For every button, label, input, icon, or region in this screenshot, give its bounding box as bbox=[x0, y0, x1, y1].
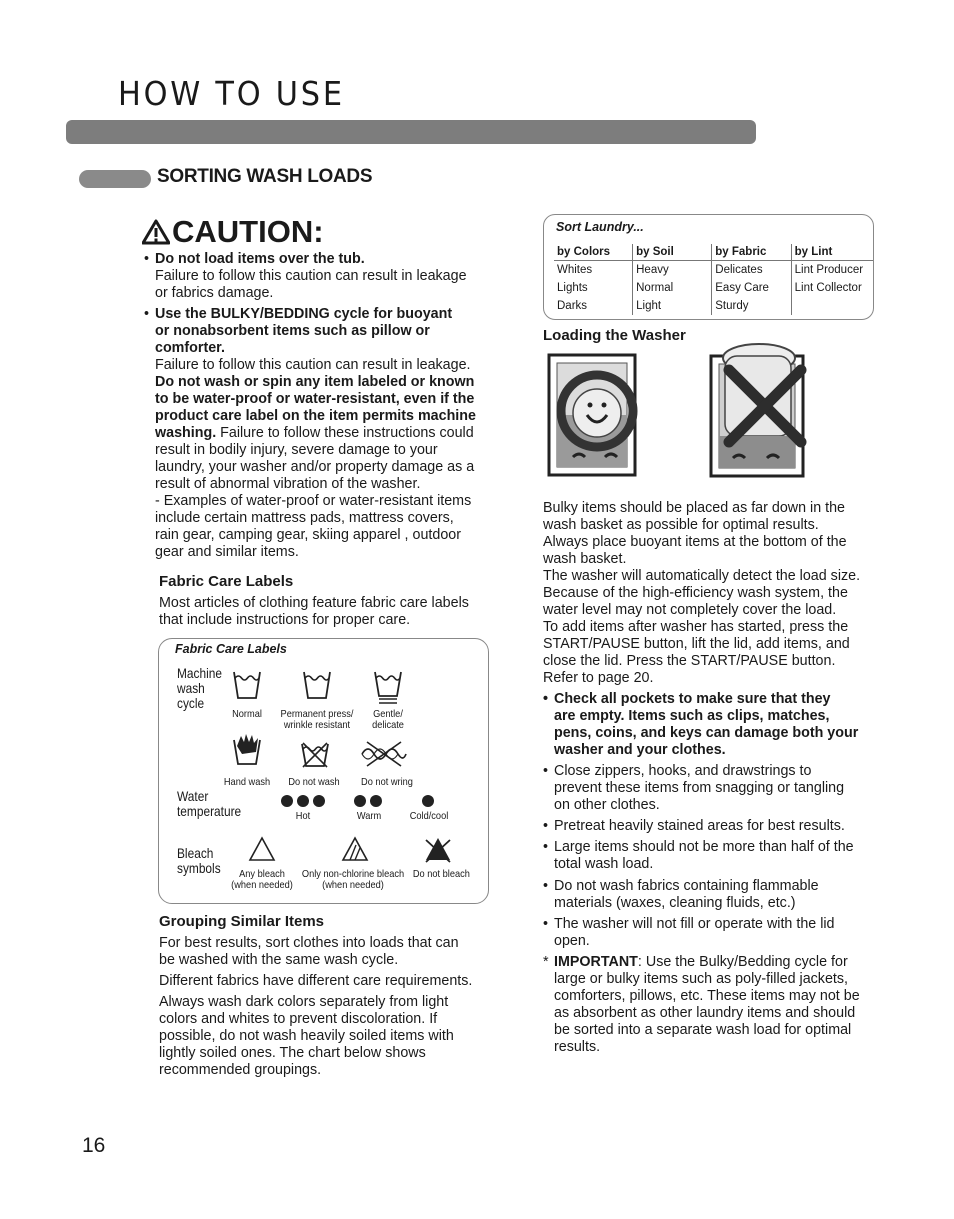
grouping-heading: Grouping Similar Items bbox=[159, 913, 325, 930]
any-bleach-icon bbox=[248, 836, 276, 862]
caution-b2-line: washing. bbox=[155, 425, 217, 441]
hand-wash-icon bbox=[232, 732, 264, 766]
caution-b1-line: Failure to follow this caution can result in leakage bbox=[155, 268, 467, 284]
bullet-line: The washer will not fill or operate with the lid bbox=[554, 916, 835, 932]
bullet-line: Check all pockets to make sure that they bbox=[554, 691, 831, 707]
bullet-line: as absorbent as other laundry items and should bbox=[554, 1005, 856, 1021]
loading-bullet-zippers: • Close zippers, hooks, and drawstrings to prevent these items from snagging or tangling on other clothes. bbox=[554, 763, 876, 814]
paragraph-line: wash basket. bbox=[543, 551, 627, 567]
sort-laundry-box bbox=[543, 214, 874, 320]
paragraph-line: Most articles of clothing feature fabric care labels bbox=[159, 595, 469, 611]
bullet-line: pens, coins, and keys can damage both your bbox=[554, 725, 859, 741]
caution-heading bbox=[142, 214, 324, 250]
caution-b1-line: or fabrics damage. bbox=[155, 285, 274, 301]
caution-b2-line: product care label on the item permits machine bbox=[155, 408, 476, 424]
gentle-label bbox=[366, 709, 410, 731]
caution-b2-line: Do not wash or spin any item labeled or known bbox=[155, 374, 475, 390]
paragraph-line: close the lid. Press the START/PAUSE button. bbox=[543, 653, 836, 669]
paragraph-line: lightly soiled ones. The chart below shows bbox=[159, 1045, 426, 1061]
bullet-line: Pretreat heavily stained areas for best results. bbox=[554, 818, 845, 834]
sort-laundry-title: Sort Laundry... bbox=[556, 220, 644, 234]
bullet-line: prevent these items from snagging or tangling bbox=[554, 780, 845, 796]
caution-b2-line: Failure to follow this caution can result in leakage. bbox=[155, 357, 471, 373]
label-line: delicate bbox=[372, 719, 404, 731]
paragraph-line: Always place buoyant items at the bottom of the bbox=[543, 534, 847, 550]
fabric-care-paragraph bbox=[159, 595, 499, 629]
caution-bullet-2: • Use the BULKY/BEDDING cycle for buoyant or nonabsorbent items such as pillow or comforter. Failure to follow this caution can result in leakage. Do not wash or spin any item labeled or known to be water-proof or water-resistant, even if the product care label on the item permits machine washing. Failure to follow these instructions could result in bodily injury, severe damage to your laundry, your washer and/or property damage as a result of abnormal vibration of the washer. - Examples of water-proof or water-resistant items include certain mattress pads, mattress covers, rain gear, camping gear, skiing apparel , outdoor gear and similar items. bbox=[155, 306, 500, 561]
caution-b2-line: Failure to follow these instructions could bbox=[216, 425, 474, 441]
paragraph-line: colors and whites to prevent discoloration. If bbox=[159, 1011, 438, 1027]
washtub-permanent-press-icon bbox=[302, 669, 332, 701]
grouping-paragraph-2: Different fabrics have different care requirements. bbox=[159, 973, 473, 989]
category-line: symbols bbox=[177, 860, 221, 876]
non-chlorine-bleach-label bbox=[295, 869, 411, 891]
table-cell bbox=[791, 297, 873, 315]
column-header: by Fabric bbox=[712, 244, 791, 261]
table-header-row bbox=[554, 244, 873, 261]
caution-b2-line: result in bodily injury, severe damage to your bbox=[155, 442, 438, 458]
warm-dots-icon bbox=[353, 794, 383, 808]
paragraph-line: that include instructions for proper care. bbox=[159, 612, 411, 628]
paragraph-line: be washed with the same wash cycle. bbox=[159, 952, 399, 968]
page-number: 16 bbox=[82, 1134, 106, 1157]
paragraph-line: START/PAUSE button, lift the lid, add items, and bbox=[543, 636, 850, 652]
do-not-bleach-label: Do not bleach bbox=[412, 868, 470, 880]
do-not-wring-label: Do not wring bbox=[361, 776, 413, 788]
bullet-line: : Use the Bulky/Bedding cycle for bbox=[637, 954, 848, 970]
label-line: Any bleach bbox=[239, 868, 285, 880]
important-label: IMPORTANT bbox=[554, 954, 638, 970]
loading-heading: Loading the Washer bbox=[543, 327, 686, 344]
caution-b2-line: - Examples of water-proof or water-resistant items bbox=[155, 493, 472, 509]
grouping-paragraph-1 bbox=[159, 935, 499, 969]
non-chlorine-bleach-icon bbox=[341, 836, 369, 862]
loading-bullet-flammable: • Do not wash fabrics containing flammable materials (waxes, cleaning fluids, etc.) bbox=[554, 878, 876, 912]
table-cell: Darks bbox=[557, 300, 588, 312]
bullet-line: washer and your clothes. bbox=[554, 742, 726, 758]
paragraph-line: wash basket as possible for optimal results. bbox=[543, 517, 819, 533]
label-line: (when needed) bbox=[231, 879, 293, 891]
sort-laundry-table bbox=[554, 244, 873, 315]
table-cell: Lights bbox=[557, 282, 588, 294]
cold-label: Cold/cool bbox=[409, 810, 449, 822]
category-line: Water bbox=[177, 788, 209, 804]
category-line: cycle bbox=[177, 695, 205, 711]
caution-b2-line: or nonabsorbent items such as pillow or bbox=[155, 323, 430, 339]
hot-dots-icon bbox=[280, 794, 326, 808]
paragraph-line: recommended groupings. bbox=[159, 1062, 322, 1078]
caution-b2-line: gear and similar items. bbox=[155, 544, 299, 560]
caution-b2-line: comforter. bbox=[155, 340, 225, 356]
loading-bullet-large-items: • Large items should not be more than half of the total wash load. bbox=[554, 839, 876, 873]
table-cell: Lint Producer bbox=[791, 261, 873, 280]
table-cell: Sturdy bbox=[712, 297, 791, 315]
category-line: Machine bbox=[177, 665, 222, 681]
category-line: temperature bbox=[177, 803, 242, 819]
category-line: Bleach bbox=[177, 845, 214, 861]
bullet-line: Close zippers, hooks, and drawstrings to bbox=[554, 763, 812, 779]
table-cell: Whites bbox=[557, 264, 593, 276]
washer-incorrect-load-illustration bbox=[703, 338, 811, 482]
caution-b2-line: include certain mattress pads, mattress covers, bbox=[155, 510, 454, 526]
permanent-press-label bbox=[275, 709, 359, 731]
washtub-normal-icon bbox=[232, 669, 262, 701]
table-cell: Heavy bbox=[633, 261, 712, 280]
cold-dot-icon bbox=[421, 794, 435, 808]
caution-b2-line: rain gear, camping gear, skiing apparel , outdoor bbox=[155, 527, 461, 543]
table-row bbox=[554, 261, 873, 280]
fabric-care-box-title: Fabric Care Labels bbox=[175, 642, 287, 656]
machine-wash-label bbox=[177, 666, 222, 711]
bullet-line: total wash load. bbox=[554, 856, 654, 872]
water-temperature-label bbox=[177, 789, 241, 819]
loading-bullet-pretreat: • Pretreat heavily stained areas for best results. bbox=[554, 818, 876, 835]
paragraph-line: water level may not completely cover the load. bbox=[543, 602, 837, 618]
category-line: wash bbox=[177, 680, 205, 696]
normal-label: Normal bbox=[232, 708, 262, 720]
paragraph-line: Refer to page 20. bbox=[543, 670, 654, 686]
table-cell: Delicates bbox=[712, 261, 791, 280]
table-cell: Easy Care bbox=[712, 279, 791, 297]
paragraph-line: Bulky items should be placed as far down in the bbox=[543, 500, 845, 516]
bullet-line: large or bulky items such as poly-filled jackets, bbox=[554, 971, 849, 987]
column-header: by Lint bbox=[791, 244, 873, 261]
loading-important-note: * IMPORTANT: Use the Bulky/Bedding cycle for large or bulky items such as poly-filled jackets, comforters, pillows, etc. These items may not be as absorbent as other laundry items and should be sorted into a separate wash load for optimal results. bbox=[554, 954, 876, 1056]
section-pill bbox=[79, 170, 151, 188]
caution-b2-line: Use the BULKY/BEDDING cycle for buoyant bbox=[155, 306, 453, 322]
column-header: by Colors bbox=[554, 244, 633, 261]
fabric-care-box bbox=[158, 638, 489, 904]
bullet-line: are empty. Items such as clips, matches, bbox=[554, 708, 830, 724]
label-line: wrinkle resistant bbox=[283, 719, 351, 731]
bullet-line: on other clothes. bbox=[554, 797, 660, 813]
caution-b2-line: laundry, your washer and/or property damage as a bbox=[155, 459, 475, 475]
bullet-line: Do not wash fabrics containing flammable bbox=[554, 878, 819, 894]
section-title: SORTING WASH LOADS bbox=[157, 166, 373, 187]
loading-bullet-lid: • The washer will not fill or operate with the lid open. bbox=[554, 916, 876, 950]
warm-label: Warm bbox=[356, 810, 382, 822]
any-bleach-label bbox=[229, 869, 294, 891]
bullet-line: comforters, pillows, etc. These items may not be bbox=[554, 988, 860, 1004]
do-not-wash-label: Do not wash bbox=[288, 776, 340, 788]
grouping-paragraph-3 bbox=[159, 994, 499, 1079]
paragraph-line: possible, do not wash heavily soiled items with bbox=[159, 1028, 454, 1044]
caution-b2-line: to be water-proof or water-resistant, even if the bbox=[155, 391, 475, 407]
bullet-line: open. bbox=[554, 933, 590, 949]
fabric-care-heading: Fabric Care Labels bbox=[159, 573, 294, 590]
do-not-bleach-icon bbox=[423, 834, 453, 864]
paragraph-line: To add items after washer has started, press the bbox=[543, 619, 849, 635]
bullet-line: materials (waxes, cleaning fluids, etc.) bbox=[554, 895, 796, 911]
hand-wash-label: Hand wash bbox=[223, 776, 271, 788]
caution-b2-line: result of abnormal vibration of the washer. bbox=[155, 476, 421, 492]
caution-bullet-1: • Do not load items over the tub. Failure to follow this caution can result in leakage or fabrics damage. bbox=[155, 251, 495, 302]
hot-label: Hot bbox=[295, 810, 311, 822]
label-line: (when needed) bbox=[322, 879, 384, 891]
caution-title: CAUTION: bbox=[172, 214, 324, 249]
bullet-line: Large items should not be more than half of the bbox=[554, 839, 854, 855]
label-line: Gentle/ bbox=[373, 708, 403, 720]
bullet-line: results. bbox=[554, 1039, 601, 1055]
table-cell: Light bbox=[633, 297, 712, 315]
table-row bbox=[554, 297, 873, 315]
bleach-symbols-label bbox=[177, 846, 221, 876]
washer-correct-load-illustration bbox=[543, 345, 643, 481]
table-cell: Normal bbox=[633, 279, 712, 297]
do-not-wash-icon bbox=[300, 741, 330, 769]
table-cell: Lint Collector bbox=[791, 279, 873, 297]
paragraph-line: Always wash dark colors separately from light bbox=[159, 994, 449, 1010]
paragraph-line: Because of the high-efficiency wash system, the bbox=[543, 585, 848, 601]
loading-paragraph bbox=[543, 500, 883, 687]
title-bar bbox=[66, 120, 756, 144]
label-line: Permanent press/ bbox=[280, 708, 354, 720]
paragraph-line: The washer will automatically detect the load size. bbox=[543, 568, 861, 584]
warning-icon bbox=[142, 219, 170, 245]
washtub-gentle-icon bbox=[373, 669, 403, 705]
label-line: Only non-chlorine bleach bbox=[301, 868, 405, 880]
column-header: by Soil bbox=[633, 244, 712, 261]
paragraph-line: For best results, sort clothes into loads that can bbox=[159, 935, 459, 951]
loading-bullet-pockets: • Check all pockets to make sure that they are empty. Items such as clips, matches, pens, coins, and keys can damage both your washer and your clothes. bbox=[554, 691, 876, 759]
do-not-wring-icon bbox=[359, 741, 409, 767]
bullet-line: be sorted into a separate wash load for optimal bbox=[554, 1022, 852, 1038]
table-row bbox=[554, 279, 873, 297]
page-title: HOW TO USE bbox=[118, 74, 345, 113]
caution-b1-bold: Do not load items over the tub. bbox=[155, 251, 365, 267]
